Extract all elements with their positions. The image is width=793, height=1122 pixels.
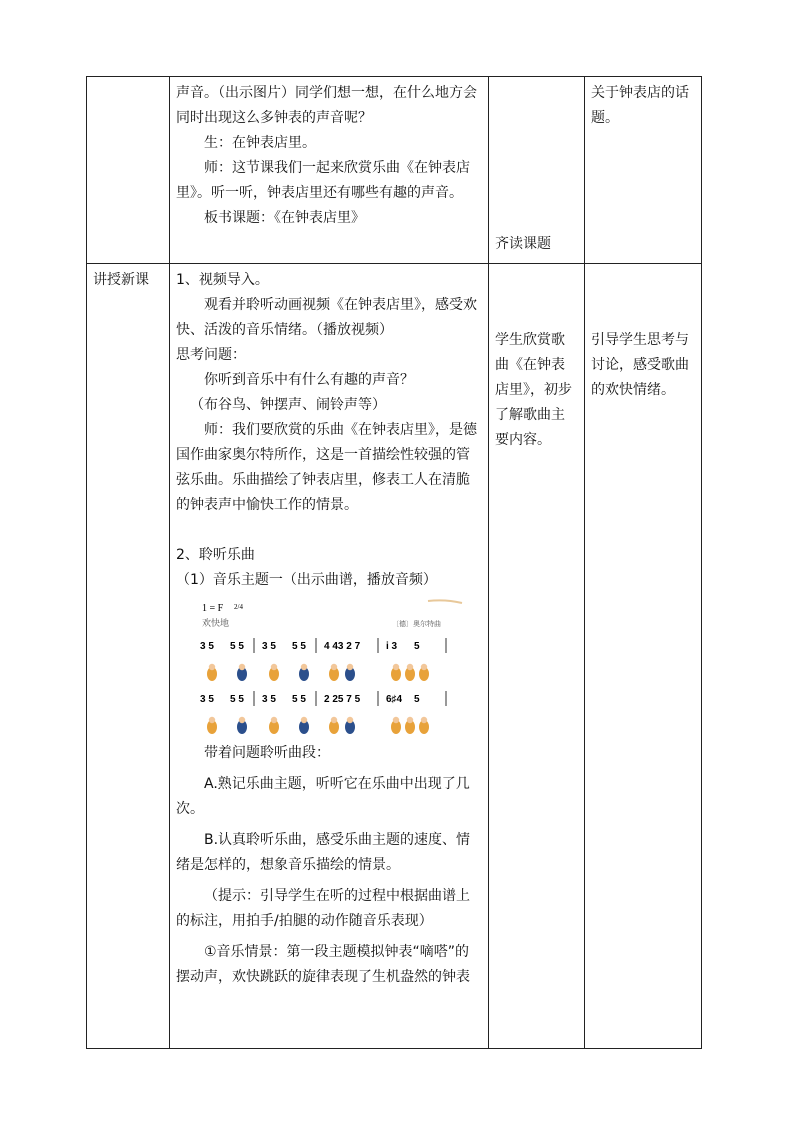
design-intent-text: 引导学生思考与讨论，感受歌曲的欢快情绪。 bbox=[591, 332, 689, 398]
score-note-group: 5 bbox=[414, 694, 420, 705]
score-note-group: 2 25 7 5 bbox=[324, 694, 361, 705]
paragraph: 板书课题：《在钟表店里》 bbox=[204, 210, 365, 226]
clap-hands-icon bbox=[329, 717, 339, 734]
clap-hands-icon bbox=[391, 717, 401, 734]
pat-knees-icon bbox=[345, 664, 355, 681]
clap-hands-icon bbox=[207, 664, 217, 681]
music-score-image bbox=[200, 599, 468, 735]
paragraph: （提示：引导学生在听的过程中根据曲谱上的标注，用拍手/拍腿的动作随音乐表现） bbox=[176, 888, 470, 929]
paragraph: 观看并聆听动画视频《在钟表店里》，感受欢快、活泼的音乐情绪。（播放视频） bbox=[176, 297, 477, 338]
clap-hands-icon bbox=[391, 664, 401, 681]
decoration-stroke bbox=[428, 600, 462, 603]
stage-cell bbox=[87, 77, 170, 264]
paragraph: 生：在钟表店里。 bbox=[204, 135, 316, 151]
paragraph: 带着问题聆听曲段： bbox=[204, 745, 330, 761]
table-row bbox=[87, 77, 702, 264]
paragraph: 声音。（出示图片）同学们想一想，在什么地方会同时出现这么多钟表的声音呢？ bbox=[176, 85, 477, 126]
paragraph: 2、聆听乐曲 bbox=[176, 547, 255, 563]
clap-hands-icon bbox=[329, 664, 339, 681]
score-tempo: 欢快地 bbox=[202, 619, 230, 629]
teacher-activity-cell bbox=[170, 77, 489, 264]
score-note-group: 3 5 bbox=[200, 641, 214, 652]
pat-knees-icon bbox=[299, 664, 309, 681]
paragraph: ①音乐情景：第一段主题模拟钟表“嘀嗒”的摆动声，欢快跳跃的旋律表现了生机盎然的钟表 bbox=[176, 944, 470, 985]
score-note-group: 5 5 bbox=[230, 694, 244, 705]
clap-hands-icon bbox=[405, 664, 415, 681]
design-intent-cell bbox=[585, 77, 702, 264]
score-note-group: 5 5 bbox=[230, 641, 244, 652]
clap-hands-icon bbox=[269, 717, 279, 734]
pat-knees-icon bbox=[345, 717, 355, 734]
paragraph: B.认真聆听乐曲，感受乐曲主题的速度、情绪是怎样的，想象音乐描绘的情景。 bbox=[176, 832, 471, 873]
score-note-group: 4 43 2 7 bbox=[324, 641, 361, 652]
stage-cell bbox=[87, 264, 170, 1049]
pat-knees-icon bbox=[299, 717, 309, 734]
student-activity-cell bbox=[489, 77, 585, 264]
score-key: 1 = F bbox=[202, 603, 224, 614]
paragraph: 师：我们要欣赏的乐曲《在钟表店里》，是德国作曲家奥尔特所作，这是一首描绘性较强的管弦乐曲。乐曲描绘了钟表店里，修表工人在清脆的钟表声中愉快工作的情景。 bbox=[176, 422, 477, 513]
paragraph: 师：这节课我们一起来欣赏乐曲《在钟表店里》。听一听，钟表店里还有哪些有趣的声音。 bbox=[176, 160, 470, 201]
score-note-group: 3 5 bbox=[200, 694, 214, 705]
design-intent-text: 关于钟表店的话题。 bbox=[591, 85, 689, 126]
score-note-group: i 3 bbox=[386, 641, 398, 652]
paragraph: 思考问题： bbox=[176, 347, 246, 363]
clap-hands-icon bbox=[419, 717, 429, 734]
score-note-group: 6♯4 bbox=[386, 694, 403, 705]
score-meter: 2/4 bbox=[234, 603, 243, 611]
clap-hands-icon bbox=[207, 717, 217, 734]
pat-knees-icon bbox=[237, 664, 247, 681]
score-composer: 〔德〕奥尔特曲 bbox=[392, 620, 441, 628]
student-activity-text: 齐读课题 bbox=[495, 236, 551, 252]
paragraph: （1）音乐主题一（出示曲谱，播放音频） bbox=[176, 572, 437, 588]
clap-hands-icon bbox=[419, 664, 429, 681]
paragraph: A.熟记乐曲主题，听听它在乐曲中出现了几次。 bbox=[176, 776, 470, 817]
design-intent-cell bbox=[585, 264, 702, 1049]
paragraph: 你听到音乐中有什么有趣的声音？ bbox=[204, 372, 414, 388]
student-activity-text: 学生欣赏歌曲《在钟表店里》，初步了解歌曲主要内容。 bbox=[495, 332, 572, 448]
clap-hands-icon bbox=[405, 717, 415, 734]
lesson-plan-table bbox=[86, 76, 702, 1049]
paragraph: （布谷鸟、钟摆声、闹铃声等） bbox=[190, 397, 386, 413]
stage-label: 讲授新课 bbox=[93, 272, 149, 288]
score-svg bbox=[200, 599, 468, 735]
score-note-group: 3 5 bbox=[262, 694, 276, 705]
paragraph: 1、视频导入。 bbox=[176, 272, 269, 288]
score-note-group: 5 5 bbox=[292, 694, 306, 705]
score-note-group: 5 5 bbox=[292, 641, 306, 652]
table-row bbox=[87, 264, 702, 1049]
pat-knees-icon bbox=[237, 717, 247, 734]
clap-hands-icon bbox=[269, 664, 279, 681]
teacher-activity-cell bbox=[170, 264, 489, 1049]
student-activity-cell bbox=[489, 264, 585, 1049]
score-note-group: 5 bbox=[414, 641, 420, 652]
score-note-group: 3 5 bbox=[262, 641, 276, 652]
